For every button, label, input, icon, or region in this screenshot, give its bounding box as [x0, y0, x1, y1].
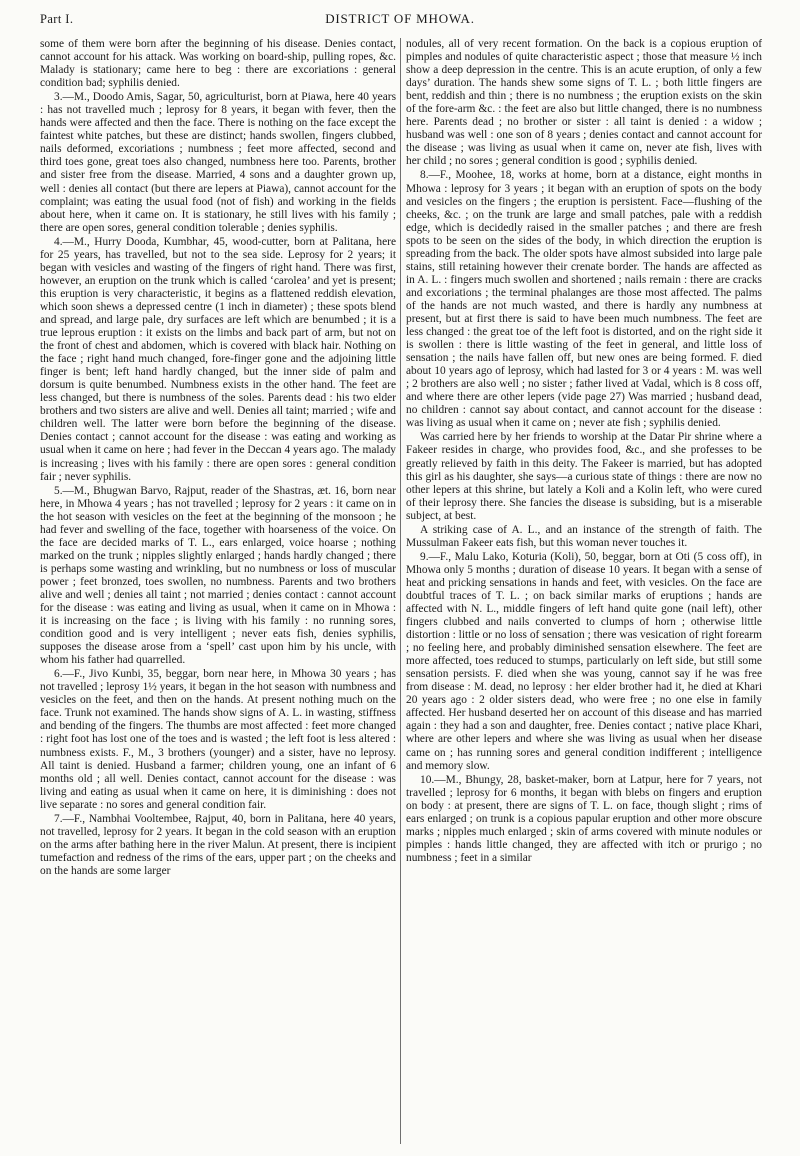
- paragraph: 8.—F., Moohee, 18, works at home, born at a distance, eight months in Mhowa : leprosy for 3 years ; it began with an eruption of spots on the body and vesicles on the fingers ; the eruption is persistent. Face—flushing of the cheeks, &c. ; on the trunk are large and small patches, pale with a reddish edge, which is decidedly raised in the smaller patches ; and there are fresh spots to be seen on the sides of the body, in which direction the eruption is spreading from the back. The older spots have almost subsided into large pale stains, still retaining however their crenate border. The hands are affected as in A. L. : fingers much swollen and shortened ; nails remain : there are cracks and excoriations ; the terminal phalanges are those most affected. The palms of the hands are not much wasted, and there is hardly any numbness at present, but at first there is said to have been much numbness. The feet are less changed : the great toe of the left foot is distorted, and on the right side it is swollen : there is little wasting of the feet in general, and little loss of sensation ; the nails have fallen off, but new ones are being formed. F. died about 10 years ago of leprosy, which had lasted for 3 or 4 years : M. was well ; 2 brothers are also well ; no sister ; father lived at Vadal, which is 8 coss off, and where there are other lepers (vide page 27) Was married ; husband dead, no children : cannot say about contact, and cannot account for the disease : was living as usual when it came on ; never ate fish ; syphilis denied.: [406, 169, 762, 430]
- paragraph: 10.—M., Bhungy, 28, basket-maker, born at Latpur, here for 7 years, not travelled ; leprosy for 6 months, it began with blebs on fingers and eruption on body : at present, there are signs of T. L. on face, though slight ; rims of ears enlarged ; on trunk is a copious papular eruption and other more obscure marks ; nipples much enlarged ; skin of arms covered with minute nodules or pimples : hands little changed, they are affected with itch or prurigo ; no numbness ; feet in a similar: [406, 773, 762, 864]
- paragraph: 7.—F., Nambhai Vooltembee, Rajput, 40, born in Palitana, here 40 years, not travelled, leprosy for 2 years. It began in the cold season with an eruption on the arms after bathing here in the river Malun. At present, there is incipient tumefaction and redness of the rims of the ears, upper part ; on the cheeks and on the hands are some larger: [40, 812, 396, 877]
- paragraph: 3.—M., Doodo Amis, Sagar, 50, agriculturist, born at Piawa, here 40 years : has not travelled much ; leprosy for 8 years, it began with fever, then the hands were affected and then the face. There is nothing on the face except the faintest white patches, but these are distinct; hands swollen, fingers clubbed, nails deformed, excoriations ; numbness ; feet more affected, second and third toes gone, great toes also changed, numbness here too. Parents, brother and sister free from the disease. Married, 4 sons and a daughter grown up, well : denies all contact (but there are lepers at Piawa), cannot account for the complaint; was eating the usual food (not of fish) and working in the fields about here, when it came on. It is stationary, he still lives with his family ; there are open sores, general condition tolerable ; denies syphilis.: [40, 91, 396, 234]
- paragraph: 6.—F., Jivo Kunbi, 35, beggar, born near here, in Mhowa 30 years ; has not travelled ; leprosy 1½ years, it began in the hot season with numbness and vesicles on the feet, and then on the hands. At present nothing much on the face. Trunk not examined. The hands show signs of A. L. in wasting, stiffness and bending of the fingers. The thumbs are most affected : feet more changed : right foot has lost one of the toes and is wasted ; the left foot is less altered : numbness exists. F., M., 3 brothers (younger) and a sister, have no leprosy. All taint is denied. Husband a farmer; children young, one an infant of 6 months old ; all well. Denies contact, cannot account for the disease : was living and eating as usual when it came on here, it is diminishing : does not live separate : no sores and general condition fair.: [40, 668, 396, 811]
- paragraph: 9.—F., Malu Lako, Koturia (Koli), 50, beggar, born at Oti (5 coss off), in Mhowa only 5 months ; duration of disease 10 years. It began with a sense of heat and pricking sensations in hands and feet, with vesicles. On the face are doubtful traces of T. L. ; on back similar marks of eruptions ; hands are affected with N. L., middle fingers of left hand quite gone (nail left), other fingers clubbed and nails converted to clumps of horn ; otherwise little distortion : little or no loss of sensation ; there was vesication of right forearm ; no feeling here, and probably diminished sensation elsewhere. The feet are more affected, toes reduced to stumps, particularly on left side, but still some sensation persists. F. died when she was young, cannot say if he was free from disease : M. dead, no leprosy : her elder brother had it, he died at Khari 20 years ago : 2 older sisters dead, who were free ; no one else in family affected. Her husband deserted her on account of this disease and has married again : they had a son and daughter, free. Denies contact ; native place Khari, where are other lepers and where she was living as usual when her disease came on ; has running sores and general condition indifferent ; intelligence and memory slow.: [406, 550, 762, 772]
- page-title: DISTRICT OF MHOWA.: [325, 11, 475, 26]
- running-header: [40, 11, 760, 33]
- column-divider: [400, 38, 401, 1144]
- paragraph: A striking case of A. L., and an instance of the strength of faith. The Mussulman Fakeer eats fish, but this woman never touches it.: [406, 523, 762, 549]
- left-column: [40, 38, 396, 1150]
- paragraph: some of them were born after the beginning of his disease. Denies contact, cannot account for his attack. Was working on board-ship, pulling ropes, &c. Malady is stationary; came here to beg : there are excoriations : general condition bad; syphilis denied.: [40, 38, 396, 90]
- paragraph: 4.—M., Hurry Dooda, Kumbhar, 45, wood-cutter, born at Palitana, here for 25 years, has travelled, but not to the sea side. Leprosy for 2 years; it began with vesicles and wasting of the fingers of right hand. There was first, however, an eruption on the trunk which is called ‘carolea’ and yet is present; this eruption is very characteristic, it begins as a flattened reddish elevation, which soon shews a depressed centre (1 inch in diameter) ; these spots blend and spread, and large pale, dry surfaces are left which are benumbed ; it is a true leprous eruption : it exists on the limbs and back part of arm, but not on the front of chest and abdomen, which is covered with black hair. Nothing on the face ; right hand much changed, fore-finger gone and the adjoining little finger is bent; left hand hardly changed, but the inner side of palm and dorsum is quite benumbed. Numbness exists in the other hand. The feet are less changed, but there is numbness of the soles. Parents dead : his two elder brothers and two sisters are alive and well. Denies all taint; married ; wife and children well. The latter were born before the beginning of the disease. Denies contact ; cannot account for the disease : was eating and working as usual when it came on here ; had fever in the Deccan 4 years ago. The malady is increasing ; lives with his family : there are open sores : general condition fair ; never syphilis.: [40, 235, 396, 483]
- right-column: [406, 38, 762, 1150]
- part-label: Part I.: [40, 12, 74, 26]
- paragraph: Was carried here by her friends to worship at the Datar Pir shrine where a Fakeer resides in charge, who provides food, &c., and she professes to be greatly relieved by faith in this deity. The Fakeer is married, but has adopted this girl as his daughter, she says—a curious state of things : there are now no other lepers at this shrine, but lately a Koli and a Kolin left, who were cured of their leprosy there. She fancies the disease is subsiding, but is a miserable subject, at best.: [406, 431, 762, 522]
- paragraph: nodules, all of very recent formation. On the back is a copious eruption of pimples and nodules of quite characteristic aspect ; those that measure ½ inch show a deep depression in the centre. This is an acute eruption, of only a few days’ duration. The hands shew some signs of T. L. ; both little fingers are bent, reddish and thin ; there is no numbness ; the eruption exists on the skin of the fore-arm &c. : the feet are also but little changed, there is no numbness here. Parents dead ; no brother or sister : all taint is denied : a widow ; husband was well : one son of 8 years ; denies contact and cannot account for the disease ; was living as usual when it came on, never ate fish, lives with her child ; no sores ; general condition is good ; syphilis denied.: [406, 38, 762, 168]
- paragraph: 5.—M., Bhugwan Barvo, Rajput, reader of the Shastras, æt. 16, born near here, in Mhowa 4 years ; has not travelled ; leprosy for 2 years : it came on in the hot season with vesicles on the feet at the beginning of the monsoon ; he had fever and swelling of the face, together with hoarseness of the voice. On the face are decided marks of T. L., ears enlarged, voice hoarse ; nothing marked on the trunk ; nipples slightly enlarged ; hands hardly changed ; there is perhaps some wasting and wrinkling, but no numbness or loss of muscular power ; feet bronzed, toes swollen, no numbness. Parents and two brothers alive and well ; denies all taint ; not married ; denies contact : cannot account for the disease : was eating and living as usual, when it came on in Mhowa : it is increasing on the face ; is living with his family : no running sores, condition good and is very intelligent ; never eats fish, denies syphilis, supposes the disease arose from a ‘spell’ cast upon him by his uncle, with whom his father had quarrelled.: [40, 484, 396, 667]
